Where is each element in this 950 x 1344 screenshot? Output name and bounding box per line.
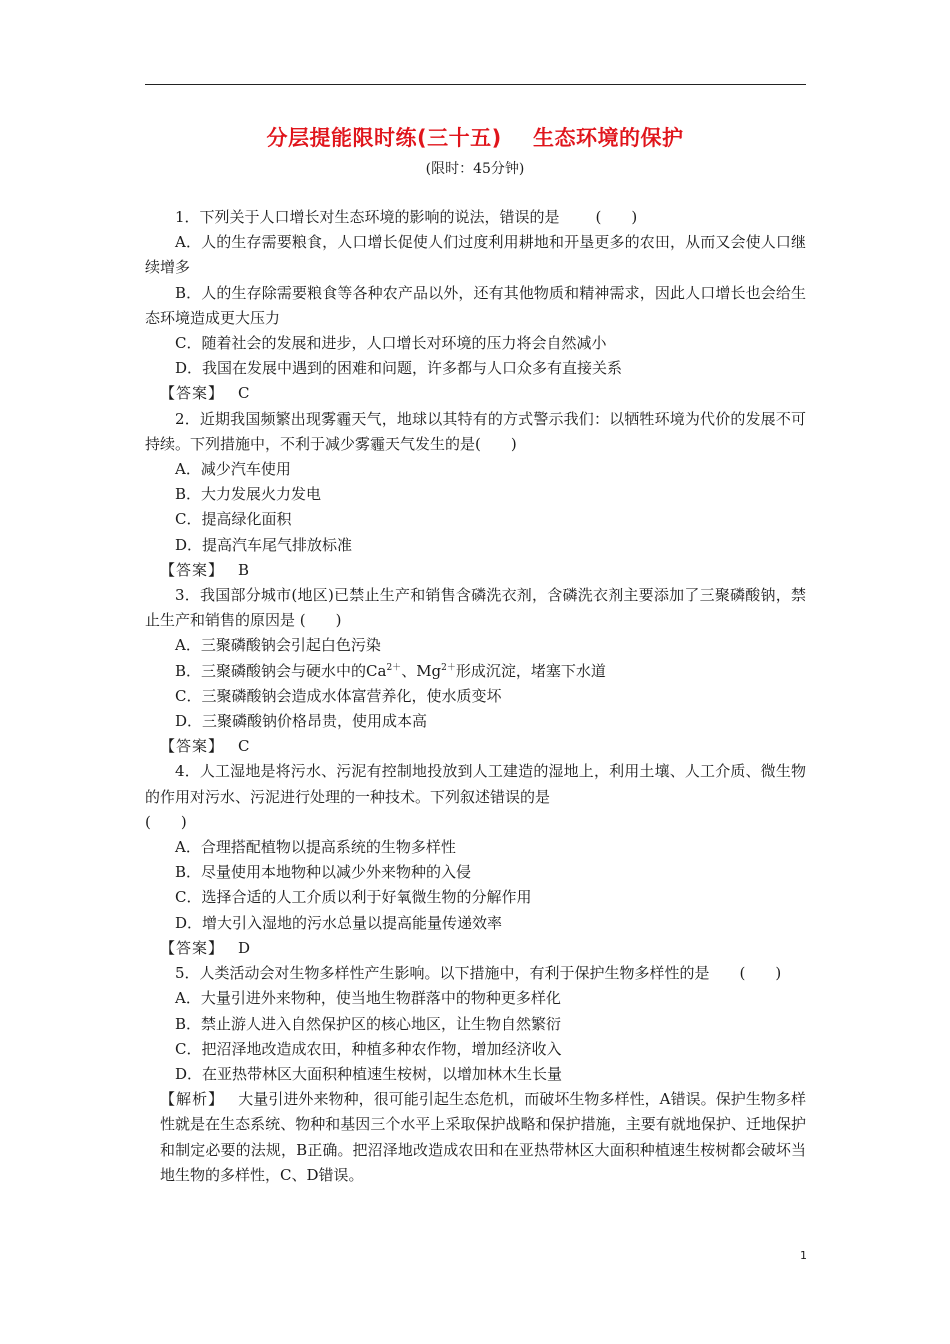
header-rule — [145, 84, 806, 85]
question-5-stem: 5．人类活动会对生物多样性产生影响。以下措施中，有利于保护生物多样性的是 ( ) — [175, 964, 782, 983]
question-4-option-a: A．合理搭配植物以提高系统的生物多样性 — [175, 838, 456, 857]
page-title: 分层提能限时练(三十五) 生态环境的保护 — [266, 126, 684, 150]
question-5-option-a: A．大量引进外来物种，使当地生物群落中的物种更多样化 — [175, 989, 561, 1008]
question-1-option-a: A．人的生存需要粮食，人口增长促使人们过度利用耕地和开垦更多的农田，从而又会使人口继续增多 — [145, 233, 806, 277]
question-4-option-b: B．尽量使用本地物种以减少外来物种的入侵 — [175, 863, 472, 882]
question-3-option-a: A．三聚磷酸钠会引起白色污染 — [175, 636, 381, 655]
question-2-option-c: C．提高绿化面积 — [175, 510, 292, 529]
question-5-analysis: 【解析】 大量引进外来物种，很可能引起生态危机，而破坏生物多样性，A错误。保护生物多样性就是在生态系统、物种和基因三个水平上采取保护战略和保护措施，主要有就地保护、迁地保护和制定必要的法规，B正确。把沼泽地改造成农田和在亚热带林区大面积种植速生桉树都会破坏当地生物的多样性，C、D错误。 — [160, 1090, 806, 1184]
page-number: 1 — [800, 1249, 807, 1262]
question-3-option-d: D．三聚磷酸钠价格昂贵，使用成本高 — [175, 712, 428, 731]
question-1-stem: 1．下列关于人口增长对生态环境的影响的说法，错误的是 ( ) — [175, 208, 638, 226]
question-5-option-d: D．在亚热带林区大面积种植速生桉树，以增加林木生长量 — [175, 1064, 563, 1083]
question-4-option-c: C．选择合适的人工介质以利于好氧微生物的分解作用 — [175, 888, 532, 907]
question-2-option-d: D．提高汽车尾气排放标准 — [175, 535, 353, 554]
question-2-answer: 【答案】 B — [160, 560, 250, 579]
question-3-stem: 3．我国部分城市(地区)已禁止生产和销售含磷洗衣剂，含磷洗衣剂主要添加了三聚磷酸钠，禁止生产和销售的原因是 ( ) — [145, 586, 806, 630]
question-1-option-c: C．随着社会的发展和进步，人口增长对环境的压力将会自然减小 — [175, 334, 607, 353]
question-2-option-a: A．减少汽车使用 — [175, 460, 291, 479]
question-2-option-b: B．大力发展火力发电 — [175, 485, 322, 504]
time-limit: (限时：45分钟) — [425, 161, 525, 177]
question-1-option-d: D．我国在发展中遇到的困难和问题，许多都与人口众多有直接关系 — [175, 359, 623, 378]
question-3-answer: 【答案】 C — [160, 737, 250, 756]
question-5-option-b: B．禁止游人进入自然保护区的核心地区，让生物自然繁衍 — [175, 1014, 562, 1033]
question-4-answer: 【答案】 D — [160, 938, 251, 957]
question-4-stem: 4．人工湿地是将污水、污泥有控制地投放到人工建造的湿地上，利用土壤、人工介质、微生物的作用对污水、污泥进行处理的一种技术。下列叙述错误的是 — [145, 762, 806, 806]
question-5-option-c: C．把沼泽地改造成农田，种植多种农作物，增加经济收入 — [175, 1039, 562, 1058]
question-3-option-b: B．三聚磷酸钠会与硬水中的$Ca^{2+}$、$Mg^{2+}$形成沉淀，堵塞下水道 — [175, 661, 606, 680]
document-body — [145, 205, 806, 1188]
question-3-option-c: C．三聚磷酸钠会造成水体富营养化，使水质变坏 — [175, 686, 502, 705]
question-2-stem: 2．近期我国频繁出现雾霾天气，地球以其特有的方式警示我们：以牺牲环境为代价的发展不可持续。下列措施中，不利于减少雾霾天气发生的是( ) — [145, 409, 806, 453]
question-1-answer: 【答案】 C — [160, 384, 250, 403]
question-1-option-b: B．人的生存除需要粮食等各种农产品以外，还有其他物质和精神需求，因此人口增长也会给生态环境造成更大压力 — [145, 283, 806, 327]
question-4-bracket: ( ) — [145, 812, 187, 831]
question-4-option-d: D．增大引入湿地的污水总量以提高能量传递效率 — [175, 913, 503, 932]
